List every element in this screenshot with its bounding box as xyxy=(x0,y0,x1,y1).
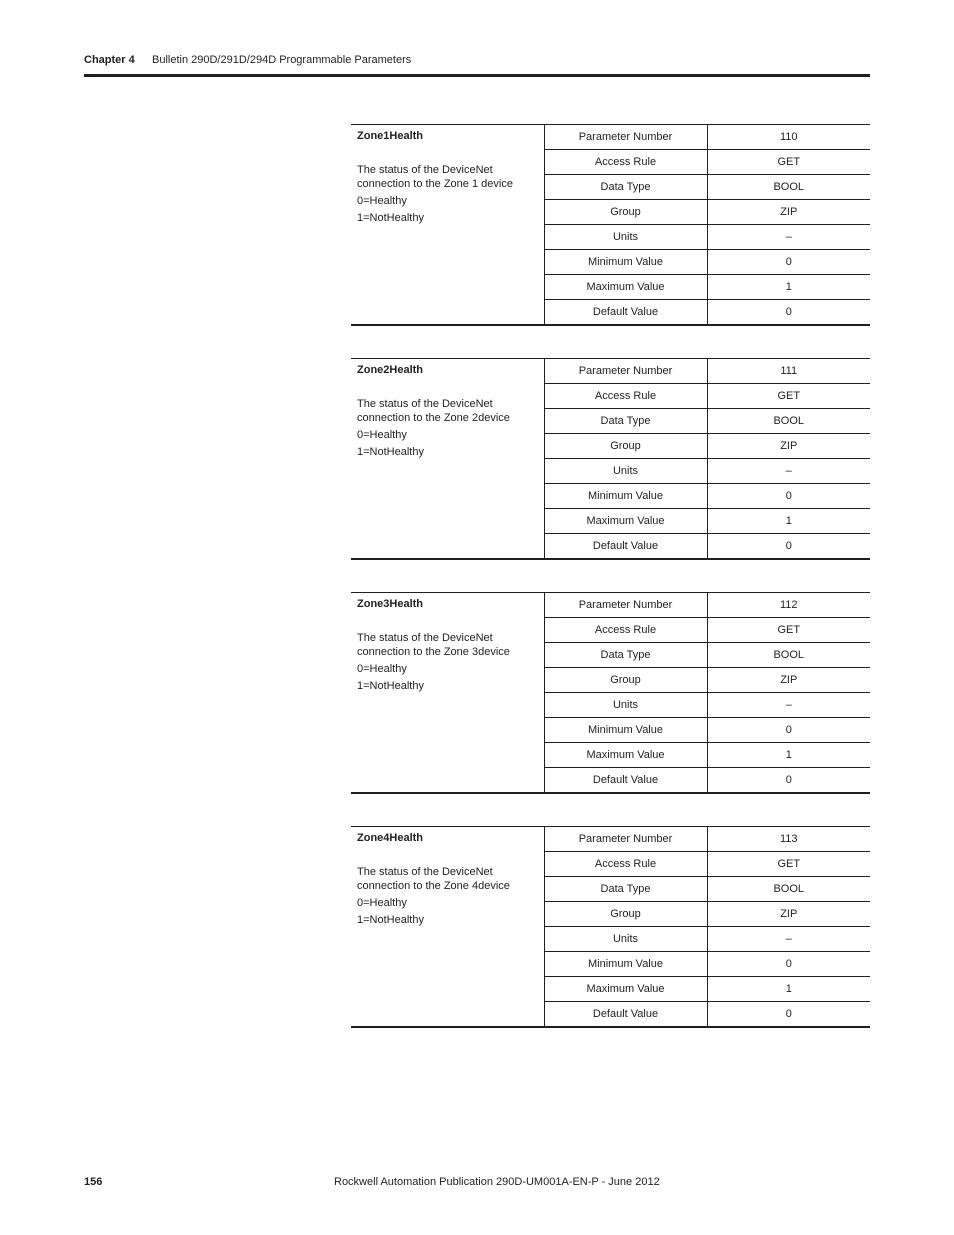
parameter-value: GET xyxy=(707,618,870,643)
parameter-name: Zone4Health xyxy=(357,832,424,844)
parameter-label: Data Type xyxy=(544,877,707,902)
parameter-label: Group xyxy=(544,902,707,927)
parameter-value: – xyxy=(707,927,870,952)
parameter-description-cell xyxy=(351,827,544,1028)
parameter-value: BOOL xyxy=(707,175,870,200)
parameter-description: The status of the DeviceNet connection to the Zone 2device xyxy=(357,398,510,424)
parameter-value: GET xyxy=(707,384,870,409)
parameter-option: 0=Healthy xyxy=(357,663,407,675)
parameter-value: 1 xyxy=(707,275,870,300)
parameter-table-3 xyxy=(351,592,870,794)
parameter-value: 0 xyxy=(707,1002,870,1028)
chapter-label: Chapter 4 xyxy=(84,54,135,66)
parameter-value: ZIP xyxy=(707,434,870,459)
parameter-description-cell xyxy=(351,593,544,794)
parameter-label: Maximum Value xyxy=(544,509,707,534)
parameter-label: Units xyxy=(544,225,707,250)
parameter-label: Group xyxy=(544,668,707,693)
table-row xyxy=(351,827,870,852)
parameter-option: 1=NotHealthy xyxy=(357,680,424,692)
parameter-label: Maximum Value xyxy=(544,275,707,300)
parameter-label: Data Type xyxy=(544,643,707,668)
parameter-value: 111 xyxy=(707,359,870,384)
parameter-value: ZIP xyxy=(707,902,870,927)
parameter-value: 0 xyxy=(707,300,870,326)
parameter-label: Access Rule xyxy=(544,618,707,643)
table-row xyxy=(351,359,870,384)
parameter-description: The status of the DeviceNet connection to the Zone 1 device xyxy=(357,164,513,190)
parameter-name: Zone2Health xyxy=(357,364,424,376)
parameter-label: Access Rule xyxy=(544,150,707,175)
parameter-label: Default Value xyxy=(544,300,707,326)
parameter-label: Data Type xyxy=(544,175,707,200)
parameter-label: Minimum Value xyxy=(544,952,707,977)
parameter-value: 113 xyxy=(707,827,870,852)
parameter-value: 0 xyxy=(707,484,870,509)
parameter-name: Zone1Health xyxy=(357,130,424,142)
table-row xyxy=(351,593,870,618)
parameter-value: 1 xyxy=(707,509,870,534)
parameter-label: Minimum Value xyxy=(544,250,707,275)
parameter-label: Parameter Number xyxy=(544,125,707,150)
parameter-value: BOOL xyxy=(707,877,870,902)
parameter-description-cell xyxy=(351,125,544,326)
chapter-title: Bulletin 290D/291D/294D Programmable Parameters xyxy=(152,54,412,66)
parameter-value: 0 xyxy=(707,952,870,977)
parameter-value: ZIP xyxy=(707,668,870,693)
parameter-option: 1=NotHealthy xyxy=(357,914,424,926)
parameter-option: 1=NotHealthy xyxy=(357,446,424,458)
parameter-value: – xyxy=(707,693,870,718)
parameter-label: Maximum Value xyxy=(544,743,707,768)
parameter-label: Default Value xyxy=(544,1002,707,1028)
parameter-label: Units xyxy=(544,927,707,952)
parameter-label: Default Value xyxy=(544,534,707,560)
parameter-description-cell xyxy=(351,359,544,560)
parameter-value: – xyxy=(707,459,870,484)
parameter-label: Units xyxy=(544,693,707,718)
parameter-value: 0 xyxy=(707,768,870,794)
parameter-option: 1=NotHealthy xyxy=(357,212,424,224)
publication-info: Rockwell Automation Publication 290D-UM001A-EN-P - June 2012 xyxy=(334,1176,660,1188)
parameter-label: Minimum Value xyxy=(544,718,707,743)
parameter-value: 112 xyxy=(707,593,870,618)
parameter-value: 0 xyxy=(707,718,870,743)
parameter-value: 0 xyxy=(707,250,870,275)
parameter-value: GET xyxy=(707,852,870,877)
parameter-label: Access Rule xyxy=(544,852,707,877)
parameter-description: The status of the DeviceNet connection to the Zone 3device xyxy=(357,632,510,658)
table-row xyxy=(351,125,870,150)
parameter-value: 110 xyxy=(707,125,870,150)
parameter-value: 0 xyxy=(707,534,870,560)
page-number: 156 xyxy=(84,1176,103,1188)
parameter-label: Access Rule xyxy=(544,384,707,409)
parameter-label: Group xyxy=(544,434,707,459)
parameter-value: ZIP xyxy=(707,200,870,225)
parameter-table-2 xyxy=(351,358,870,560)
parameter-table-4 xyxy=(351,826,870,1028)
parameter-value: – xyxy=(707,225,870,250)
parameter-description: The status of the DeviceNet connection to the Zone 4device xyxy=(357,866,510,892)
parameter-option: 0=Healthy xyxy=(357,195,407,207)
parameter-option: 0=Healthy xyxy=(357,429,407,441)
parameter-label: Minimum Value xyxy=(544,484,707,509)
parameter-label: Parameter Number xyxy=(544,359,707,384)
parameter-table-1 xyxy=(351,124,870,326)
parameter-label: Parameter Number xyxy=(544,593,707,618)
parameter-label: Group xyxy=(544,200,707,225)
parameter-name: Zone3Health xyxy=(357,598,424,610)
parameter-value: BOOL xyxy=(707,409,870,434)
parameter-value: GET xyxy=(707,150,870,175)
parameter-value: 1 xyxy=(707,743,870,768)
parameter-value: 1 xyxy=(707,977,870,1002)
header-rule xyxy=(84,74,870,77)
parameter-label: Units xyxy=(544,459,707,484)
parameter-label: Default Value xyxy=(544,768,707,794)
parameter-value: BOOL xyxy=(707,643,870,668)
parameter-option: 0=Healthy xyxy=(357,897,407,909)
page-header xyxy=(84,53,870,67)
parameter-label: Maximum Value xyxy=(544,977,707,1002)
parameter-label: Parameter Number xyxy=(544,827,707,852)
parameter-label: Data Type xyxy=(544,409,707,434)
